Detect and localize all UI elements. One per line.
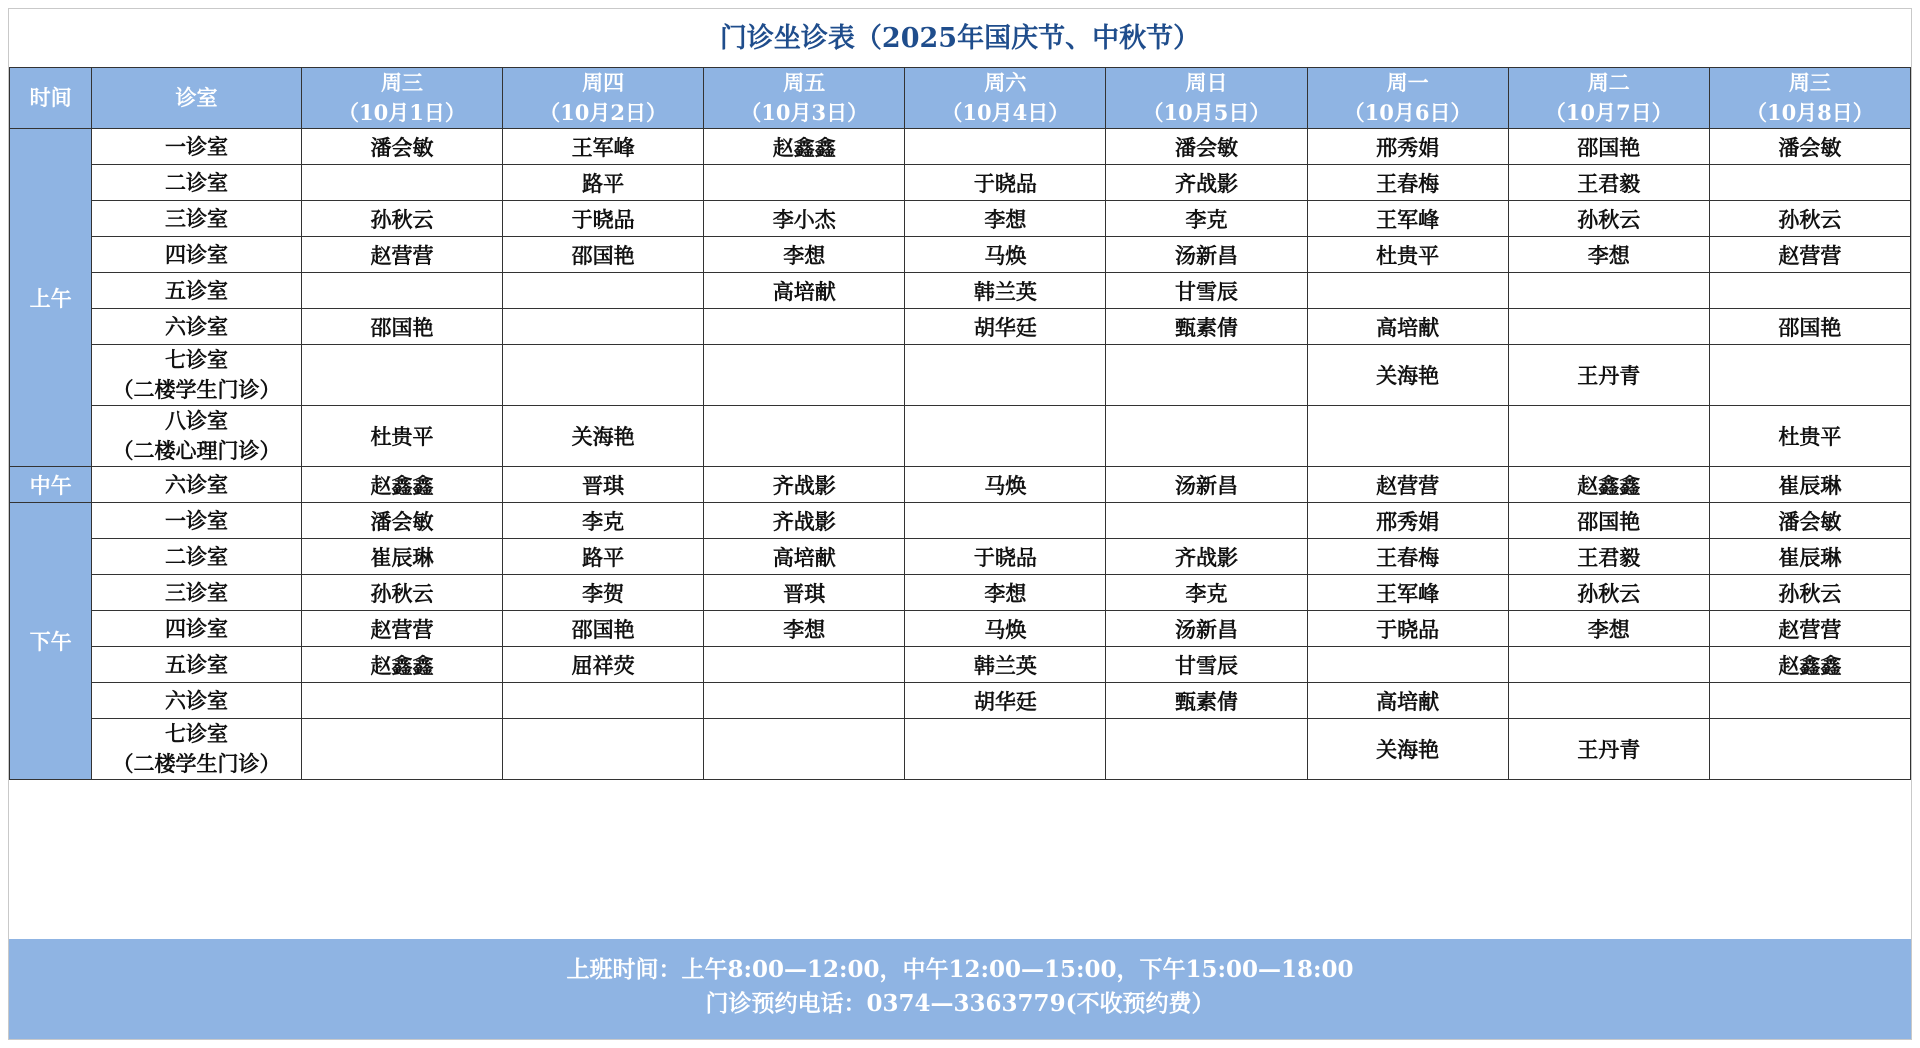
room-label: 五诊室 xyxy=(165,651,229,677)
doctor-cell: 孙秋云 xyxy=(1508,201,1709,237)
room-name xyxy=(92,467,302,503)
doctor-cell: 韩兰英 xyxy=(905,273,1106,309)
room-sublabel: （二楼学生门诊） xyxy=(112,751,281,776)
room-name xyxy=(92,165,302,201)
doctor-cell xyxy=(1709,165,1910,201)
doctor-cell xyxy=(503,719,704,780)
room-label: 七诊室 xyxy=(165,347,229,372)
room-label: 五诊室 xyxy=(165,277,229,303)
room-name xyxy=(92,683,302,719)
doctor-cell: 李想 xyxy=(905,575,1106,611)
doctor-cell xyxy=(905,129,1106,165)
room-name xyxy=(92,201,302,237)
doctor-cell: 甄素倩 xyxy=(1106,683,1307,719)
doctor-cell: 汤新昌 xyxy=(1106,467,1307,503)
doctor-cell: 赵鑫鑫 xyxy=(704,129,905,165)
doctor-cell xyxy=(301,719,502,780)
header-date: （10月7日） xyxy=(1544,100,1673,125)
period-label: 中午 xyxy=(10,467,92,503)
doctor-cell: 赵鑫鑫 xyxy=(301,647,502,683)
doctor-cell: 李想 xyxy=(704,237,905,273)
footer-banner xyxy=(9,939,1911,1039)
table-row xyxy=(10,719,1911,780)
doctor-cell: 齐战影 xyxy=(1106,165,1307,201)
doctor-cell: 关海艳 xyxy=(1307,345,1508,406)
table-row xyxy=(10,165,1911,201)
table-row xyxy=(10,237,1911,273)
doctor-cell: 邵国艳 xyxy=(1508,129,1709,165)
doctor-cell: 邵国艳 xyxy=(503,611,704,647)
doctor-cell xyxy=(1508,406,1709,467)
room-sublabel: （二楼学生门诊） xyxy=(112,377,281,402)
room-name xyxy=(92,129,302,165)
doctor-cell: 杜贵平 xyxy=(301,406,502,467)
room-label: 四诊室 xyxy=(165,241,229,267)
room-label: 二诊室 xyxy=(165,543,229,569)
header-day xyxy=(1508,68,1709,129)
doctor-cell: 王军峰 xyxy=(503,129,704,165)
doctor-cell: 高培献 xyxy=(1307,683,1508,719)
doctor-cell: 杜贵平 xyxy=(1307,237,1508,273)
doctor-cell: 王丹青 xyxy=(1508,719,1709,780)
doctor-cell xyxy=(704,165,905,201)
table-row xyxy=(10,611,1911,647)
doctor-cell: 杜贵平 xyxy=(1709,406,1910,467)
doctor-cell xyxy=(301,273,502,309)
header-day xyxy=(1709,68,1910,129)
doctor-cell: 邵国艳 xyxy=(301,309,502,345)
room-name xyxy=(92,575,302,611)
doctor-cell: 高培献 xyxy=(1307,309,1508,345)
doctor-cell: 晋琪 xyxy=(503,467,704,503)
doctor-cell: 王君毅 xyxy=(1508,165,1709,201)
doctor-cell: 胡华廷 xyxy=(905,683,1106,719)
doctor-cell xyxy=(1508,309,1709,345)
doctor-cell xyxy=(1709,719,1910,780)
doctor-cell xyxy=(1709,273,1910,309)
doctor-cell: 李贺 xyxy=(503,575,704,611)
header-date: （10月5日） xyxy=(1142,100,1271,125)
header-date: （10月1日） xyxy=(338,100,466,125)
period-label: 下午 xyxy=(10,503,92,780)
table-row xyxy=(10,503,1911,539)
doctor-cell: 潘会敏 xyxy=(301,129,502,165)
doctor-cell xyxy=(1508,683,1709,719)
doctor-cell: 崔辰琳 xyxy=(1709,539,1910,575)
office-hours-text: 上班时间：上午8:00—12:00，中午12:00—15:00，下午15:00—18:00 xyxy=(566,956,1354,983)
doctor-cell xyxy=(704,647,905,683)
doctor-cell: 赵鑫鑫 xyxy=(1709,647,1910,683)
doctor-cell xyxy=(905,719,1106,780)
room-name xyxy=(92,719,302,780)
doctor-cell: 甘雪辰 xyxy=(1106,647,1307,683)
doctor-cell: 潘会敏 xyxy=(301,503,502,539)
doctor-cell: 王军峰 xyxy=(1307,575,1508,611)
appointment-phone-text: 门诊预约电话：0374—3363779(不收预约费） xyxy=(705,990,1215,1017)
doctor-cell: 赵营营 xyxy=(1307,467,1508,503)
table-row xyxy=(10,647,1911,683)
room-label: 七诊室 xyxy=(165,721,229,746)
doctor-cell: 韩兰英 xyxy=(905,647,1106,683)
header-weekday: 周三 xyxy=(380,70,423,95)
doctor-cell xyxy=(1709,683,1910,719)
room-name xyxy=(92,345,302,406)
doctor-cell xyxy=(1307,406,1508,467)
doctor-cell xyxy=(1508,647,1709,683)
room-name xyxy=(92,237,302,273)
doctor-cell: 崔辰琳 xyxy=(301,539,502,575)
doctor-cell: 晋琪 xyxy=(704,575,905,611)
doctor-cell: 邵国艳 xyxy=(1508,503,1709,539)
table-row xyxy=(10,683,1911,719)
doctor-cell xyxy=(704,406,905,467)
table-row xyxy=(10,201,1911,237)
header-day xyxy=(301,68,502,129)
doctor-cell: 马焕 xyxy=(905,237,1106,273)
doctor-cell: 关海艳 xyxy=(503,406,704,467)
header-day xyxy=(1106,68,1307,129)
table-row xyxy=(10,575,1911,611)
doctor-cell: 于晓品 xyxy=(905,539,1106,575)
header-date: （10月4日） xyxy=(941,100,1070,125)
doctor-cell: 高培献 xyxy=(704,539,905,575)
room-name xyxy=(92,647,302,683)
doctor-cell: 齐战影 xyxy=(704,503,905,539)
header-weekday: 周三 xyxy=(1788,70,1831,95)
doctor-cell: 赵营营 xyxy=(1709,611,1910,647)
doctor-cell: 邵国艳 xyxy=(1709,309,1910,345)
period-label: 上午 xyxy=(10,129,92,467)
header-date: （10月2日） xyxy=(539,100,667,125)
table-row xyxy=(10,309,1911,345)
doctor-cell: 马焕 xyxy=(905,611,1106,647)
doctor-cell: 路平 xyxy=(503,539,704,575)
doctor-cell: 王丹青 xyxy=(1508,345,1709,406)
header-weekday: 周一 xyxy=(1386,70,1429,95)
header-date: （10月6日） xyxy=(1343,100,1472,125)
table-row xyxy=(10,539,1911,575)
doctor-cell xyxy=(1307,647,1508,683)
room-label: 三诊室 xyxy=(165,205,229,231)
doctor-cell: 王春梅 xyxy=(1307,539,1508,575)
doctor-cell: 李小杰 xyxy=(704,201,905,237)
room-label: 一诊室 xyxy=(165,507,229,533)
table-row xyxy=(10,273,1911,309)
doctor-cell xyxy=(301,345,502,406)
room-label: 六诊室 xyxy=(165,471,229,497)
doctor-cell xyxy=(1106,345,1307,406)
doctor-cell: 孙秋云 xyxy=(301,575,502,611)
doctor-cell: 齐战影 xyxy=(704,467,905,503)
doctor-cell xyxy=(503,345,704,406)
header-day xyxy=(905,68,1106,129)
header-day xyxy=(1307,68,1508,129)
room-label: 八诊室 xyxy=(165,408,229,433)
doctor-cell xyxy=(704,683,905,719)
page-title: 门诊坐诊表（2025年国庆节、中秋节） xyxy=(719,23,1201,54)
doctor-cell: 赵营营 xyxy=(1709,237,1910,273)
header-day xyxy=(503,68,704,129)
header-weekday: 周六 xyxy=(984,70,1027,95)
doctor-cell: 胡华廷 xyxy=(905,309,1106,345)
doctor-cell: 邢秀娟 xyxy=(1307,503,1508,539)
doctor-cell: 孙秋云 xyxy=(1709,201,1910,237)
room-label: 二诊室 xyxy=(165,169,229,195)
doctor-cell: 王春梅 xyxy=(1307,165,1508,201)
doctor-cell: 崔辰琳 xyxy=(1709,467,1910,503)
doctor-cell: 李克 xyxy=(1106,575,1307,611)
doctor-cell xyxy=(1106,503,1307,539)
doctor-cell xyxy=(905,503,1106,539)
header-time: 时间 xyxy=(10,68,92,129)
doctor-cell: 甄素倩 xyxy=(1106,309,1307,345)
room-sublabel: （二楼心理门诊） xyxy=(112,438,281,463)
table-row xyxy=(10,345,1911,406)
doctor-cell: 王军峰 xyxy=(1307,201,1508,237)
doctor-cell xyxy=(503,273,704,309)
doctor-cell: 邵国艳 xyxy=(503,237,704,273)
doctor-cell xyxy=(704,309,905,345)
room-label: 六诊室 xyxy=(165,687,229,713)
doctor-cell: 马焕 xyxy=(905,467,1106,503)
doctor-cell: 于晓品 xyxy=(1307,611,1508,647)
doctor-cell xyxy=(503,309,704,345)
header-date: （10月8日） xyxy=(1745,100,1874,125)
doctor-cell xyxy=(704,719,905,780)
doctor-cell xyxy=(905,406,1106,467)
doctor-cell: 孙秋云 xyxy=(1709,575,1910,611)
schedule-table xyxy=(9,67,1911,780)
room-name xyxy=(92,539,302,575)
header-date: （10月3日） xyxy=(740,100,869,125)
doctor-cell xyxy=(301,683,502,719)
doctor-cell: 李想 xyxy=(905,201,1106,237)
doctor-cell xyxy=(905,345,1106,406)
doctor-cell: 李克 xyxy=(1106,201,1307,237)
room-name xyxy=(92,309,302,345)
room-label: 四诊室 xyxy=(165,615,229,641)
doctor-cell xyxy=(1307,273,1508,309)
doctor-cell: 李想 xyxy=(704,611,905,647)
doctor-cell: 潘会敏 xyxy=(1709,503,1910,539)
doctor-cell: 王君毅 xyxy=(1508,539,1709,575)
doctor-cell: 赵鑫鑫 xyxy=(301,467,502,503)
doctor-cell: 屈祥荧 xyxy=(503,647,704,683)
header-room: 诊室 xyxy=(92,68,302,129)
doctor-cell: 潘会敏 xyxy=(1709,129,1910,165)
doctor-cell: 李想 xyxy=(1508,237,1709,273)
doctor-cell xyxy=(1106,406,1307,467)
schedule-sheet xyxy=(8,8,1912,1040)
doctor-cell: 孙秋云 xyxy=(1508,575,1709,611)
header-weekday: 周五 xyxy=(783,70,826,95)
doctor-cell xyxy=(1508,273,1709,309)
header-day xyxy=(704,68,905,129)
doctor-cell: 赵鑫鑫 xyxy=(1508,467,1709,503)
doctor-cell: 赵营营 xyxy=(301,611,502,647)
room-name xyxy=(92,503,302,539)
room-label: 一诊室 xyxy=(165,133,229,159)
header-weekday: 周四 xyxy=(582,70,625,95)
doctor-cell: 李克 xyxy=(503,503,704,539)
doctor-cell: 邢秀娟 xyxy=(1307,129,1508,165)
doctor-cell xyxy=(503,683,704,719)
header-weekday: 周日 xyxy=(1185,70,1228,95)
doctor-cell: 李想 xyxy=(1508,611,1709,647)
room-name xyxy=(92,273,302,309)
doctor-cell: 高培献 xyxy=(704,273,905,309)
doctor-cell: 汤新昌 xyxy=(1106,611,1307,647)
doctor-cell: 甘雪辰 xyxy=(1106,273,1307,309)
table-row xyxy=(10,467,1911,503)
doctor-cell: 汤新昌 xyxy=(1106,237,1307,273)
doctor-cell: 路平 xyxy=(503,165,704,201)
doctor-cell: 关海艳 xyxy=(1307,719,1508,780)
doctor-cell xyxy=(704,345,905,406)
room-label: 六诊室 xyxy=(165,313,229,339)
room-label: 三诊室 xyxy=(165,579,229,605)
doctor-cell: 齐战影 xyxy=(1106,539,1307,575)
room-name xyxy=(92,611,302,647)
header-weekday: 周二 xyxy=(1587,70,1630,95)
room-name xyxy=(92,406,302,467)
table-row xyxy=(10,406,1911,467)
table-row xyxy=(10,129,1911,165)
doctor-cell xyxy=(1709,345,1910,406)
doctor-cell: 孙秋云 xyxy=(301,201,502,237)
doctor-cell xyxy=(1106,719,1307,780)
doctor-cell xyxy=(301,165,502,201)
doctor-cell: 于晓品 xyxy=(503,201,704,237)
doctor-cell: 赵营营 xyxy=(301,237,502,273)
doctor-cell: 于晓品 xyxy=(905,165,1106,201)
doctor-cell: 潘会敏 xyxy=(1106,129,1307,165)
